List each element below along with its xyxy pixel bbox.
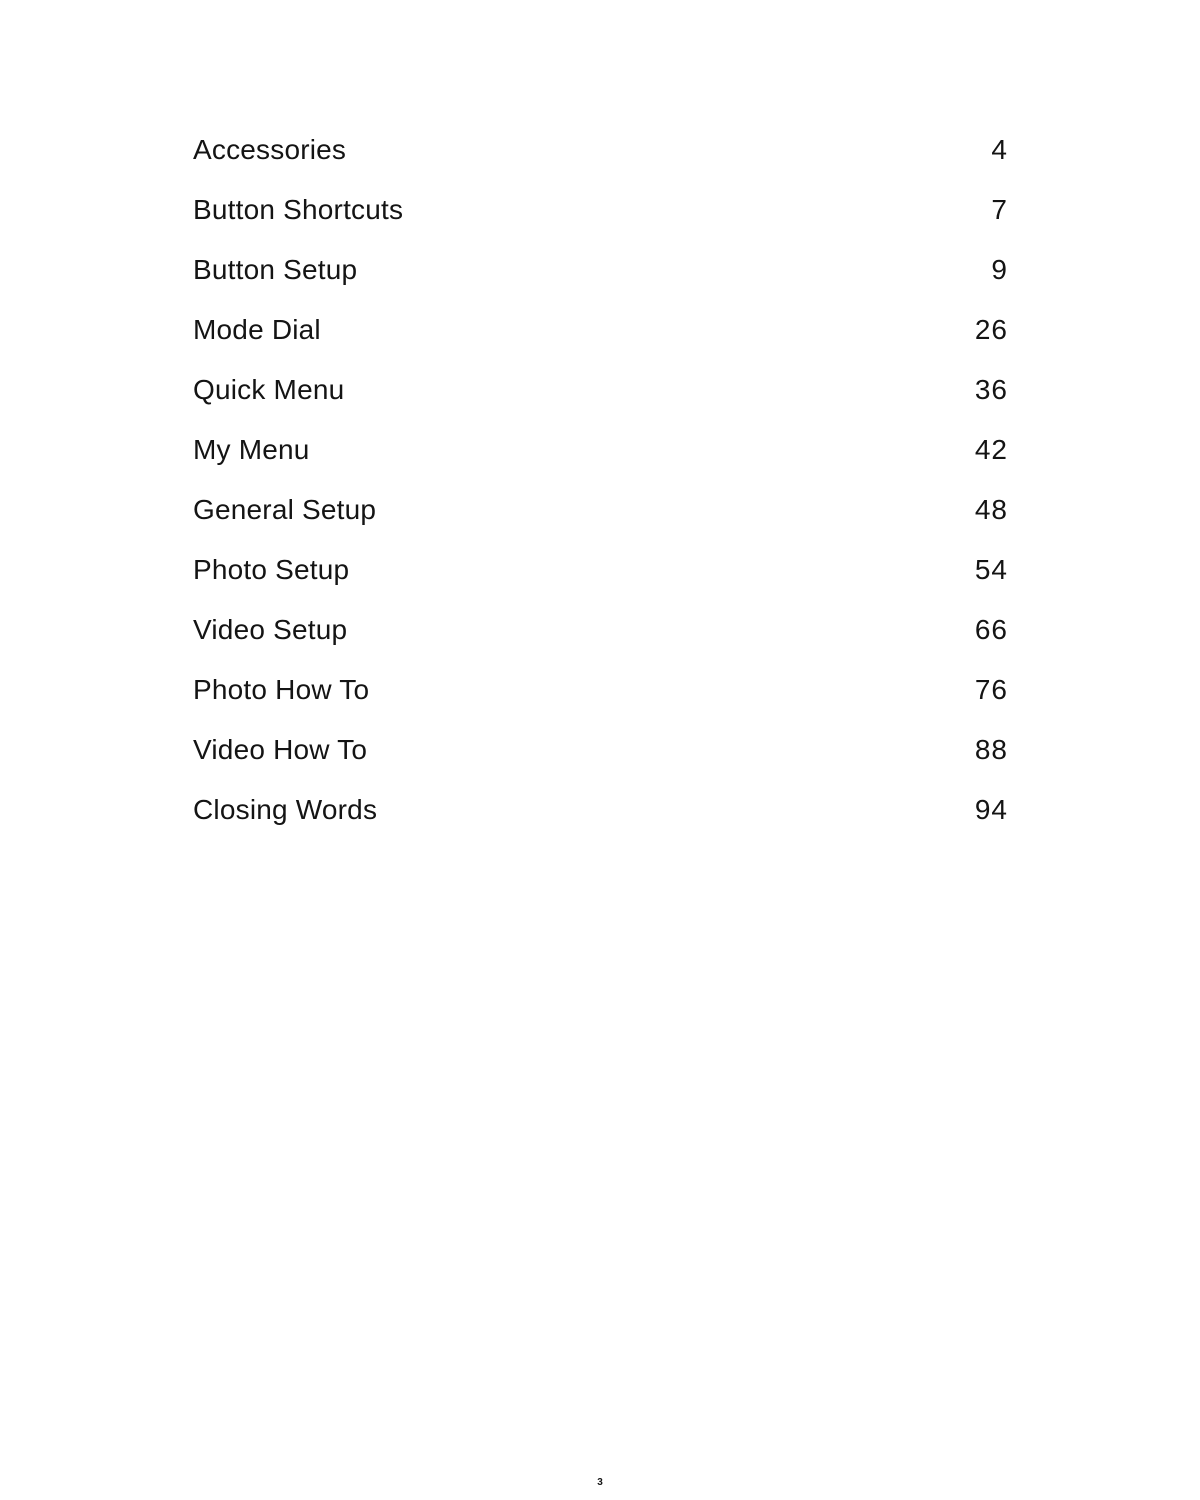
toc-entry-page: 48	[974, 494, 1008, 525]
toc-entry-quick-menu[interactable]	[193, 360, 1008, 420]
toc-entry-page: 42	[974, 434, 1008, 465]
toc-entry-button-shortcuts[interactable]	[193, 180, 1008, 240]
toc-entry-my-menu[interactable]	[193, 420, 1008, 480]
toc-entry-title: Button Shortcuts	[193, 194, 404, 225]
toc-entry-accessories[interactable]	[193, 120, 1008, 180]
toc-entry-page: 94	[974, 794, 1008, 825]
toc-entry-page: 88	[974, 734, 1008, 765]
toc-entry-photo-how-to[interactable]	[193, 660, 1008, 720]
toc-entry-title: Photo Setup	[193, 554, 350, 585]
toc-entry-page: 66	[974, 614, 1008, 645]
toc-entry-title: Video Setup	[193, 614, 348, 645]
toc-entry-page: 9	[991, 254, 1008, 285]
toc-entry-page: 26	[974, 314, 1008, 345]
toc-entry-page: 76	[974, 674, 1008, 705]
toc-entry-mode-dial[interactable]	[193, 300, 1008, 360]
toc-entry-general-setup[interactable]	[193, 480, 1008, 540]
toc-entry-title: Photo How To	[193, 674, 370, 705]
toc-entry-page: 4	[991, 134, 1008, 165]
toc-entry-page: 7	[991, 194, 1008, 225]
toc-entry-video-setup[interactable]	[193, 600, 1008, 660]
table-of-contents	[193, 120, 1008, 840]
toc-entry-page: 54	[974, 554, 1008, 585]
toc-entry-video-how-to[interactable]	[193, 720, 1008, 780]
toc-entry-title: My Menu	[193, 434, 310, 465]
toc-entry-title: Button Setup	[193, 254, 358, 285]
toc-entry-title: Mode Dial	[193, 314, 321, 345]
toc-entry-title: General Setup	[193, 494, 377, 525]
toc-entry-photo-setup[interactable]	[193, 540, 1008, 600]
toc-entry-page: 36	[974, 374, 1008, 405]
toc-entry-closing-words[interactable]	[193, 780, 1008, 840]
toc-entry-title: Quick Menu	[193, 374, 345, 405]
toc-entry-title: Closing Words	[193, 794, 378, 825]
page-number: 3	[597, 1477, 603, 1488]
toc-entry-title: Video How To	[193, 734, 368, 765]
toc-entry-button-setup[interactable]	[193, 240, 1008, 300]
toc-entry-title: Accessories	[193, 134, 347, 165]
